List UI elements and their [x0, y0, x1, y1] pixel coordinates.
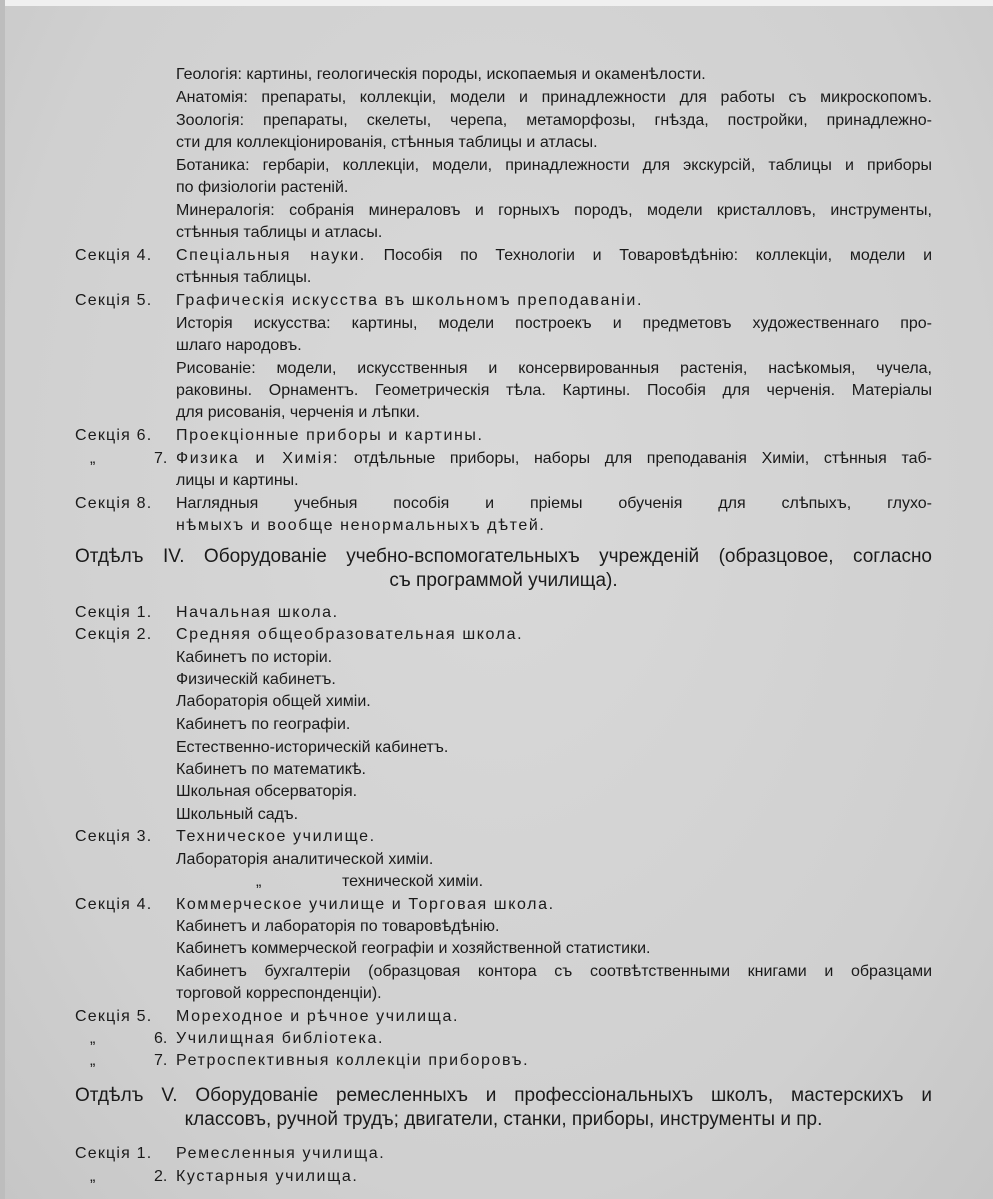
heading-line1: Отдѣлъ V. Оборудованіе ремесленныхъ и профессіональныхъ школъ, мастерскихъ и [75, 1085, 932, 1106]
section-title: Проекціонные приборы и картины. [176, 427, 484, 444]
section-7-line2: лицы и картины. [176, 472, 299, 489]
section-label: Секція 4. [75, 896, 153, 913]
heading-line2: классовъ, ручной трудъ; двигатели, станки, приборы, инструменты и пр. [184, 1109, 823, 1130]
section-7-line1 [176, 448, 932, 470]
section-4-line1 [176, 245, 932, 267]
ditto-mark: „ [90, 1168, 96, 1185]
item-zoology-line1: Зоологія: препараты, скелеты, черепа, метаморфозы, гнѣзда, постройки, принадлежно- [176, 112, 932, 129]
section-title: Техническое училище. [176, 828, 376, 845]
list-item: Естественно-историческій кабинетъ. [176, 739, 449, 756]
item-anatomy: Анатомія: препараты, коллекціи, модели и принадлежности для работы съ микроскопомъ. [176, 89, 932, 106]
section-title: Наглядныя учебныя пособія и пріемы обученія для слѣпыхъ, глухо- [176, 495, 932, 512]
list-item: Школьная обсерваторія. [176, 783, 358, 800]
section-desc: отдѣльные приборы, наборы для преподаванія Химіи, стѣнныя таб- [353, 450, 932, 467]
section-number: 2. [154, 1168, 168, 1185]
section-title: Училищная библіотека. [176, 1030, 385, 1047]
list-item: Кабинетъ по математикѣ. [176, 761, 366, 778]
item-botany-line1: Ботаника: гербаріи, коллекціи, модели, принадлежности для экскурсій, таблицы и приборы [176, 157, 932, 174]
section-title: Средняя общеобразовательная школа. [176, 626, 524, 643]
section-label: Секція 1. [75, 604, 153, 621]
item-geology: Геологія: картины, геологическія породы, ископаемыя и окаменѣлости. [176, 66, 706, 83]
section-label: Секція 5. [75, 292, 153, 309]
section-label: Секція 6. [75, 427, 153, 444]
list-item: Лабораторія аналитической химіи. [176, 851, 434, 868]
list-item: технической химіи. [342, 873, 484, 890]
page-edge [0, 0, 993, 6]
item-drawing-line1: Рисованіе: модели, искусственныя и консервированныя растенія, насѣкомыя, чучела, [176, 360, 932, 377]
page-edge [0, 0, 5, 1199]
item-drawing-line2: раковины. Орнаментъ. Геометрическія тѣла. Картины. Пособія для черченія. Матеріалы [176, 382, 932, 399]
heading-line1: Отдѣлъ IV. Оборудованіе учебно-вспомогательныхъ учрежденій (образцовое, согласно [75, 546, 932, 567]
item-botany-line2: по физіологіи растеній. [176, 179, 349, 196]
section-label: Секція 3. [75, 828, 153, 845]
item-drawing-line3: для рисованія, черченія и лѣпки. [176, 404, 420, 421]
section-title: Мореходное и рѣчное училища. [176, 1008, 459, 1025]
section-title: Физика и Химія: [176, 450, 340, 467]
section-number: 7. [154, 1052, 168, 1069]
section-label: Секція 8. [75, 495, 153, 512]
section-8-line2: нѣмыхъ и вообще ненормальныхъ дѣтей. [176, 517, 546, 534]
heading-line2: съ программой училища). [389, 570, 618, 591]
section-title: Графическія искусства въ школьномъ преподаваніи. [176, 292, 644, 309]
list-item: Кабинетъ по географіи. [176, 716, 351, 733]
item-zoology-line2: сти для коллекціонированія, стѣнныя таблицы и атласы. [176, 134, 598, 151]
list-item: Кабинетъ и лабораторія по товаровѣдѣнію. [176, 918, 500, 935]
ditto-list-item [176, 871, 932, 893]
section-title: Ремесленныя училища. [176, 1145, 386, 1162]
section-number: 6. [154, 1030, 168, 1047]
section-title: Спеціальныя науки. [176, 247, 366, 264]
section-title: Коммерческое училище и Торговая школа. [176, 896, 555, 913]
section-title: Кустарныя училища. [176, 1168, 359, 1185]
section-label: Секція 2. [75, 626, 153, 643]
list-item-line1: Кабинетъ бухгалтеріи (образцовая контора съ соотвѣтственными книгами и образцами [176, 963, 932, 980]
list-item: Физическій кабинетъ. [176, 671, 336, 688]
list-item-line2: торговой корреспонденціи). [176, 985, 382, 1002]
ditto-mark: „ [256, 873, 262, 890]
section-label: Секція 1. [75, 1145, 153, 1162]
list-item: Кабинетъ по исторіи. [176, 649, 333, 666]
section-desc: Пособія по Технологіи и Товаровѣдѣнію: коллекціи, модели и [383, 247, 932, 264]
item-art-history-line1: Исторія искусства: картины, модели построекъ и предметовъ художественнаго про- [176, 315, 932, 332]
list-item: Школьный садъ. [176, 806, 299, 823]
section-label: Секція 5. [75, 1008, 153, 1025]
list-item: Лабораторія общей химіи. [176, 693, 371, 710]
item-art-history-line2: шлаго народовъ. [176, 337, 302, 354]
ditto-mark: „ [90, 1030, 96, 1047]
section-4-line2: стѣнныя таблицы. [176, 269, 312, 286]
section-number: 7. [154, 450, 168, 467]
item-mineralogy-line1: Минералогія: собранія минераловъ и горныхъ породъ, модели кристалловъ, инструменты, [176, 202, 932, 219]
list-item: Кабинетъ коммерческой географіи и хозяйственной статистики. [176, 940, 651, 957]
ditto-mark: „ [90, 450, 96, 467]
item-mineralogy-line2: стѣнныя таблицы и атласы. [176, 224, 383, 241]
section-title: Ретроспективныя коллекціи приборовъ. [176, 1052, 530, 1069]
section-label: Секція 4. [75, 247, 153, 264]
ditto-mark: „ [90, 1052, 96, 1069]
section-title: Начальная школа. [176, 604, 339, 621]
